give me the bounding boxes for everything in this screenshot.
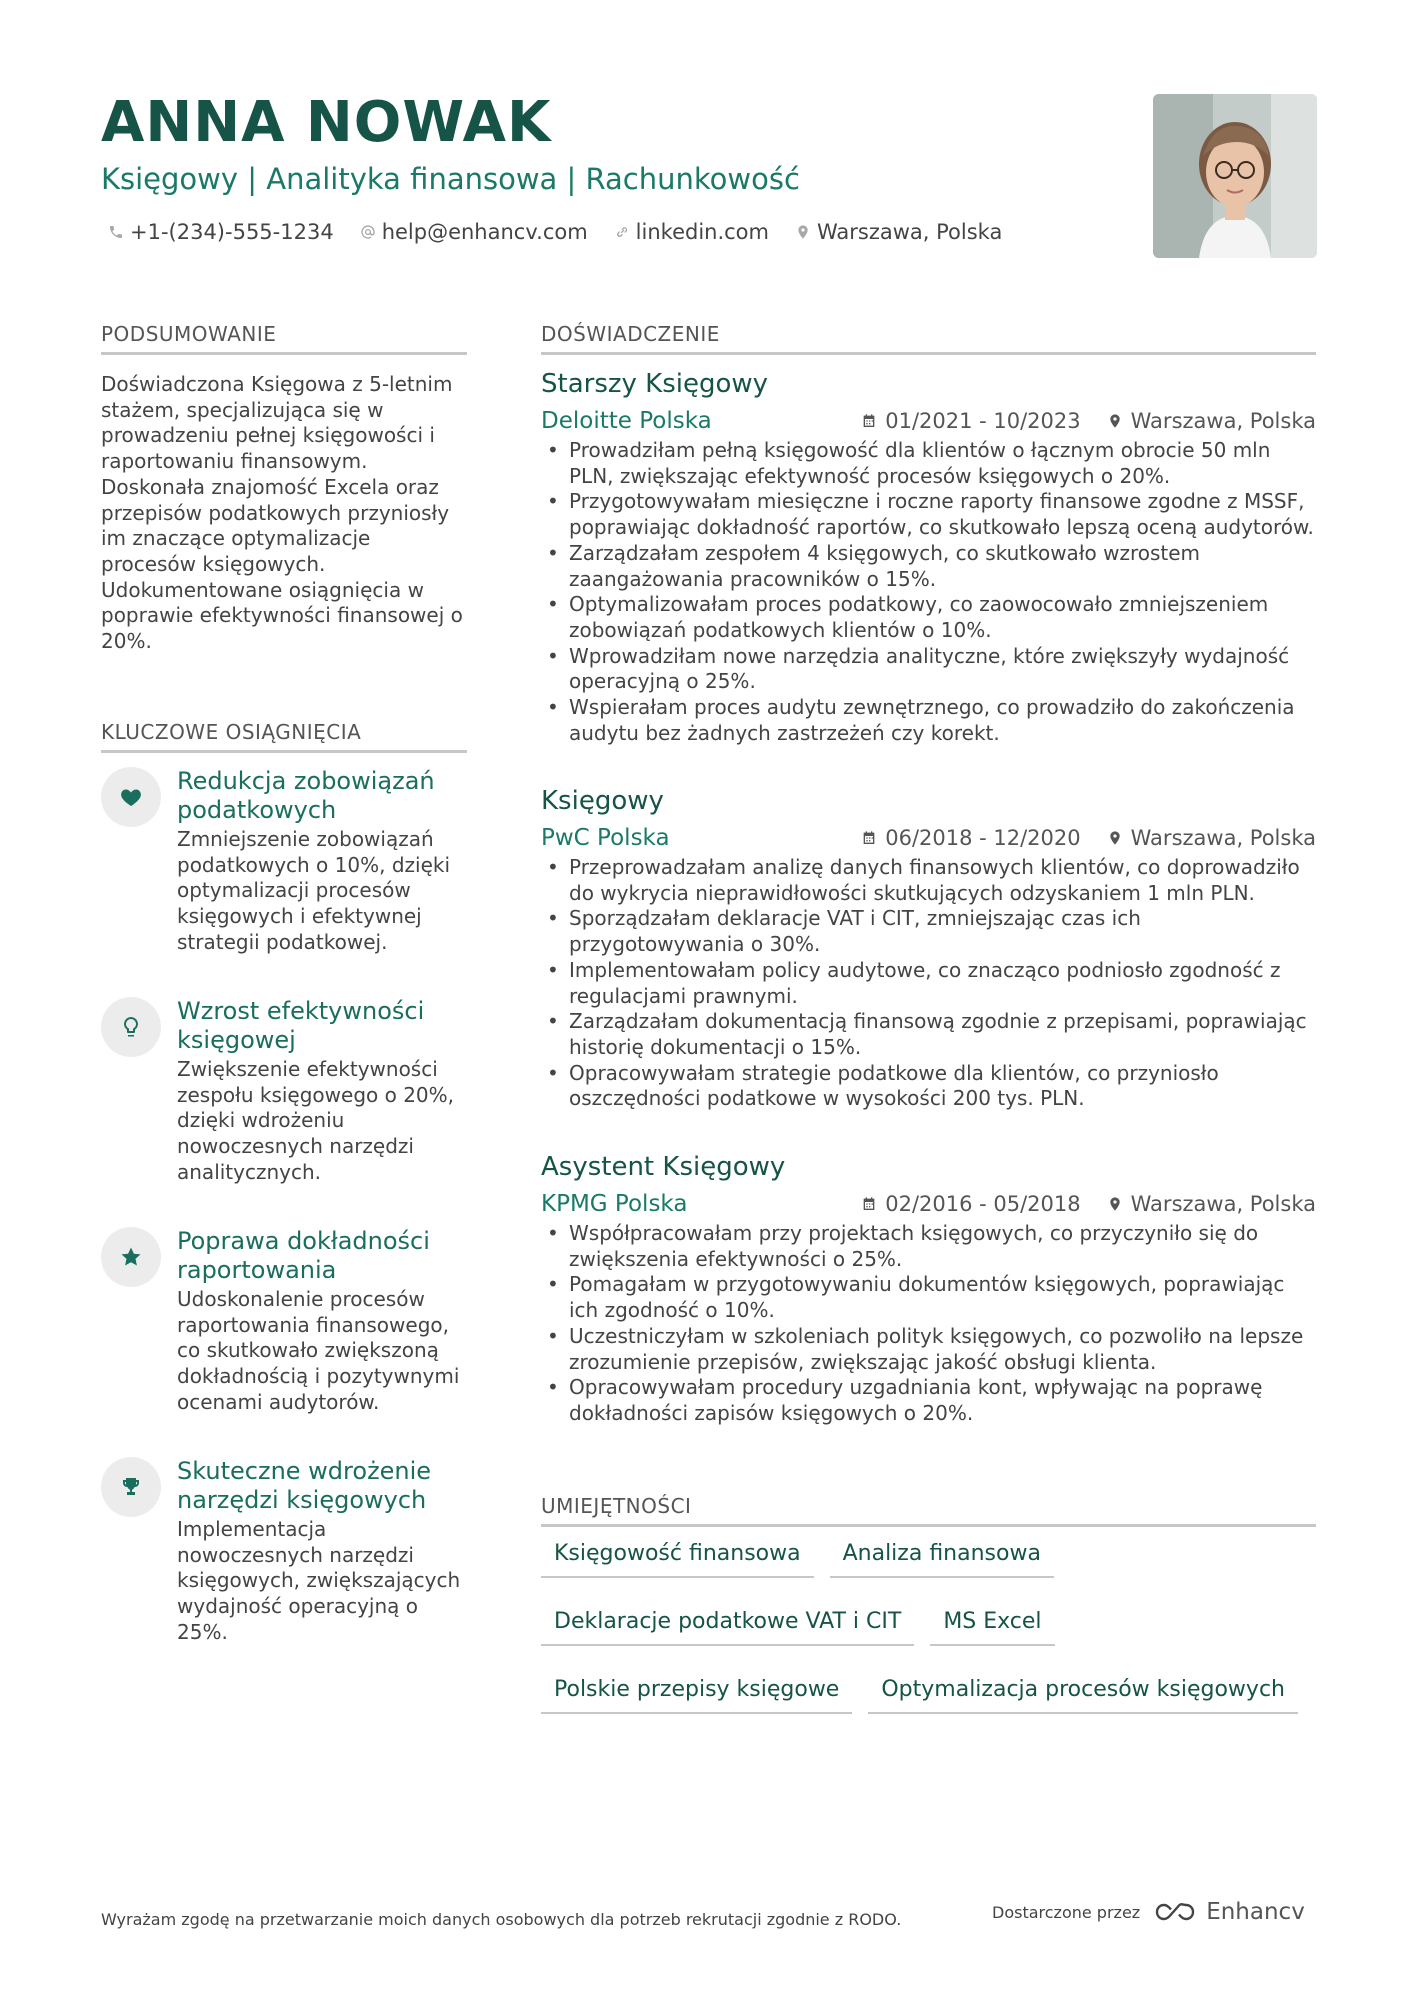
bullet-item: • Pomagałam w przygotowywaniu dokumentów księgowych, poprawiając ich zgodność o 10%.	[541, 1272, 1316, 1323]
job-dates: 02/2016 - 05/2018	[885, 1192, 1081, 1216]
skills-list	[541, 1540, 1316, 1714]
link-icon	[614, 224, 630, 240]
powered-by	[992, 1899, 1305, 1925]
brand-name: Enhancv	[1206, 1899, 1305, 1925]
achievement-text: Implementacja nowoczesnych narzędzi księgowych, zwiększających wydajność operacyjną o 25%.	[177, 1517, 461, 1644]
bullet-item: • Optymalizowałam proces podatkowy, co zaowocowało zmniejszeniem zobowiązań podatkowych klientów o 10%.	[541, 592, 1316, 643]
contact-email[interactable]	[360, 220, 588, 244]
bullet-item: • Implementowałam policy audytowe, co znacząco podniosło zgodność z regulacjami prawnymi.	[541, 958, 1316, 1009]
bullet-item: • Zarządzałam zespołem 4 księgowych, co skutkowało wzrostem zaangażowania pracowników o 15%.	[541, 541, 1316, 592]
achievement-title: Redukcja zobowiązań podatkowych	[177, 767, 435, 824]
powered-by-label: Dostarczone przez	[992, 1902, 1141, 1922]
bullet-item: • Prowadziłam pełną księgowość dla klientów o łącznym obrocie 50 mln PLN, zwiększając efektywność procesów księgowych o 20%.	[541, 438, 1316, 489]
bullet-item: • Uczestniczyłam w szkoleniach polityk księgowych, co pozwoliło na lepsze zrozumienie przepisów, zwiększając jakość obsługi klienta.	[541, 1324, 1316, 1375]
job-dates: 06/2018 - 12/2020	[885, 826, 1081, 850]
job-entry	[541, 785, 1316, 1112]
job-entry	[541, 1151, 1316, 1427]
job-location: Warszawa, Polska	[1130, 826, 1316, 850]
bullet-item: • Opracowywałam strategie podatkowe dla klientów, co przyniosło oszczędności podatkowe w wysokości 200 tys. PLN.	[541, 1061, 1316, 1112]
skill-tag: Analiza finansowa	[830, 1540, 1054, 1578]
star-icon	[119, 1245, 143, 1269]
bullet-item: • Sporządzałam deklaracje VAT i CIT, zmniejszając czas ich przygotowywania o 30%.	[541, 906, 1316, 957]
summary-text: Doświadczona Księgowa z 5-letnim stażem, specjalizująca się w prowadzeniu pełnej księgowości i raportowaniu finansowym. Doskonała znajomość Excela oraz przepisów podatkowych przyniosły im znaczące optymalizacje procesów księgowych. Udokumentowane osiągnięcia w poprawie efektywności finansowej o 20%.	[101, 372, 463, 654]
profile-photo	[1153, 94, 1317, 258]
achievement-text: Zmniejszenie zobowiązań podatkowych o 10%, dzięki optymalizacji procesów księgowych i efektywnej strategii podatkowej.	[177, 827, 451, 954]
contact-bar	[108, 220, 1002, 244]
lightbulb-icon	[119, 1015, 143, 1039]
location-pin-icon	[1107, 413, 1123, 429]
job-title: Księgowy	[541, 786, 664, 816]
achievement-text: Zwiększenie efektywności zespołu księgowego o 20%, dzięki wdrożeniu nowoczesnych narzędzi analitycznych.	[177, 1057, 455, 1184]
skill-tag: Polskie przepisy księgowe	[541, 1676, 852, 1714]
job-bullets	[541, 438, 1316, 746]
headline: Księgowy | Analityka finansowa | Rachunkowość	[101, 162, 800, 196]
achievement-title: Wzrost efektywności księgowej	[177, 997, 425, 1054]
achievement-icon-badge	[101, 1457, 161, 1517]
bullet-item: • Wprowadziłam nowe narzędzia analityczne, które zwiększyły wydajność operacyjną o 25%.	[541, 644, 1316, 695]
contact-location	[795, 220, 1002, 244]
location-pin-icon	[1107, 830, 1123, 846]
company-name: KPMG Polska	[541, 1191, 688, 1217]
summary-section-title: PODSUMOWANIE	[101, 322, 467, 355]
experience-section-title: DOŚWIADCZENIE	[541, 322, 1316, 355]
gdpr-consent: Wyrażam zgodę na przetwarzanie moich danych osobowych dla potrzeb rekrutacji zgodnie z RODO.	[101, 1910, 902, 1929]
phone-icon	[108, 224, 124, 240]
calendar-icon	[861, 413, 877, 429]
infinity-logo-icon	[1152, 1900, 1198, 1924]
bullet-item: • Zarządzałam dokumentacją finansową zgodnie z przepisami, poprawiając historię dokumentacji o 15%.	[541, 1009, 1316, 1060]
achievements-section-title: KLUCZOWE OSIĄGNIĘCIA	[101, 720, 467, 753]
skill-tag: Optymalizacja procesów księgowych	[868, 1676, 1298, 1714]
phone-text: +1-(234)-555-1234	[130, 220, 334, 244]
portrait-illustration	[1153, 94, 1317, 258]
job-dates: 01/2021 - 10/2023	[885, 409, 1081, 433]
company-name: Deloitte Polska	[541, 408, 712, 434]
company-name: PwC Polska	[541, 825, 670, 851]
brand-logo[interactable]	[1152, 1899, 1305, 1925]
bullet-item: • Przeprowadzałam analizę danych finansowych klientów, co doprowadziło do wykrycia nieprawidłowości skutkujących odzyskaniem 1 mln PLN.	[541, 855, 1316, 906]
achievement-text: Udoskonalenie procesów raportowania finansowego, co skutkowało zwiększoną dokładnością i pozytywnymi ocenami audytorów.	[177, 1287, 460, 1414]
achievement-title: Skuteczne wdrożenie narzędzi księgowych	[177, 1457, 432, 1514]
calendar-icon	[861, 1196, 877, 1212]
achievement-item	[101, 1457, 471, 1646]
contact-phone[interactable]	[108, 220, 334, 244]
achievement-icon-badge	[101, 1227, 161, 1287]
achievement-item	[101, 997, 471, 1186]
achievement-icon-badge	[101, 767, 161, 827]
bullet-item: • Przygotowywałam miesięczne i roczne raporty finansowe zgodne z MSSF, poprawiając dokładność raportów, co skutkowało lepszą oceną audytorów.	[541, 489, 1316, 540]
email-text: help@enhancv.com	[381, 220, 588, 244]
achievement-item	[101, 767, 471, 956]
job-title: Asystent Księgowy	[541, 1152, 786, 1182]
achievement-icon-badge	[101, 997, 161, 1057]
bullet-item: • Opracowywałam procedury uzgadniania kont, wpływając na poprawę dokładności zapisów księgowych o 20%.	[541, 1375, 1316, 1426]
job-location: Warszawa, Polska	[1130, 1192, 1316, 1216]
candidate-name: ANNA NOWAK	[101, 90, 552, 155]
job-bullets	[541, 1221, 1316, 1427]
job-location: Warszawa, Polska	[1130, 409, 1316, 433]
contact-linkedin[interactable]	[614, 220, 769, 244]
job-bullets	[541, 855, 1316, 1112]
achievement-title: Poprawa dokładności raportowania	[177, 1227, 430, 1284]
skill-tag: Księgowość finansowa	[541, 1540, 814, 1578]
calendar-icon	[861, 830, 877, 846]
location-pin-icon	[1107, 1196, 1123, 1212]
bullet-item: • Współpracowałam przy projektach księgowych, co przyczyniło się do zwiększenia efektywności o 25%.	[541, 1221, 1316, 1272]
location-pin-icon	[795, 224, 811, 240]
job-entry	[541, 368, 1316, 746]
heart-icon	[119, 785, 143, 809]
linkedin-text: linkedin.com	[635, 220, 769, 244]
achievement-item	[101, 1227, 471, 1416]
location-text: Warszawa, Polska	[816, 220, 1003, 244]
job-title: Starszy Księgowy	[541, 369, 769, 399]
bullet-item: • Wspierałam proces audytu zewnętrznego, co prowadziło do zakończenia audytu bez żadnych zastrzeżeń czy korekt.	[541, 695, 1316, 746]
trophy-icon	[119, 1475, 143, 1499]
at-icon	[360, 224, 376, 240]
skills-section-title: UMIEJĘTNOŚCI	[541, 1494, 1316, 1527]
skill-tag: Deklaracje podatkowe VAT i CIT	[541, 1608, 914, 1646]
skill-tag: MS Excel	[930, 1608, 1054, 1646]
